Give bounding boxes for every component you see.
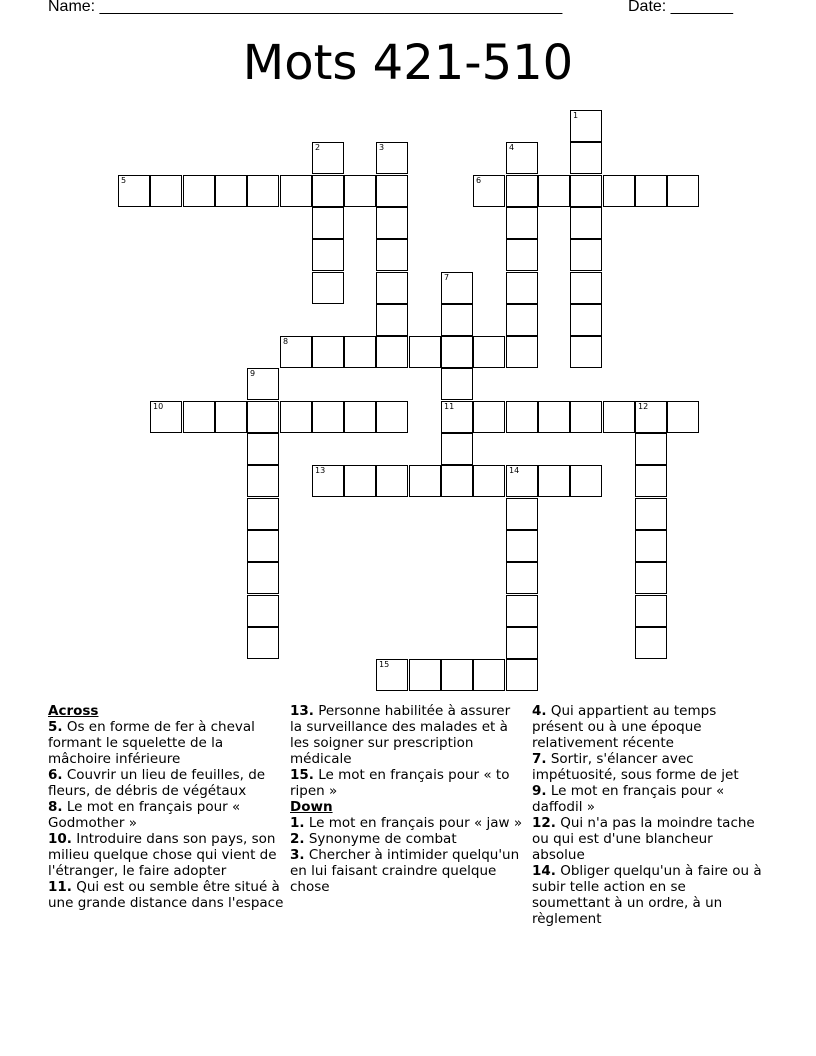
clue-number-label: 11 (444, 402, 455, 411)
grid-cell[interactable] (538, 465, 570, 497)
date-field[interactable]: Date: _______ (628, 0, 733, 15)
grid-cell[interactable] (344, 336, 376, 368)
grid-cell[interactable] (570, 110, 602, 142)
clue-text: Qui appartient au temps présent ou à une époque relativement récente (532, 703, 717, 751)
grid-cell[interactable] (506, 304, 538, 336)
clue-text: Qui est ou semble être situé à une grande distance dans l'espace (48, 879, 284, 911)
clue-number-label: 6 (476, 176, 482, 185)
grid-cell[interactable] (344, 401, 376, 433)
clue-column-2 (290, 703, 526, 895)
grid-cell[interactable] (506, 401, 538, 433)
grid-cell[interactable] (570, 142, 602, 174)
clue-number: 3. (290, 847, 305, 863)
clue-item (532, 751, 768, 783)
grid-cell[interactable] (376, 304, 408, 336)
grid-cell[interactable] (603, 175, 635, 207)
grid-cell[interactable] (312, 465, 344, 497)
grid-cell[interactable] (441, 304, 473, 336)
grid-cell[interactable] (667, 401, 699, 433)
grid-cell[interactable] (247, 530, 279, 562)
clue-number-label: 1 (573, 111, 579, 120)
grid-cell[interactable] (570, 175, 602, 207)
grid-cell[interactable] (570, 336, 602, 368)
grid-cell[interactable] (376, 142, 408, 174)
clue-text: Le mot en français pour « to ripen » (290, 767, 510, 799)
clue-item (290, 767, 526, 799)
clue-number: 5. (48, 719, 63, 735)
grid-cell[interactable] (376, 175, 408, 207)
grid-cell[interactable] (506, 207, 538, 239)
grid-cell[interactable] (247, 562, 279, 594)
grid-cell[interactable] (376, 659, 408, 691)
grid-cell[interactable] (344, 465, 376, 497)
clue-number: 12. (532, 815, 556, 831)
clue-text: Couvrir un lieu de feuilles, de fleurs, de débris de végétaux (48, 767, 266, 799)
clue-number-label: 2 (315, 143, 321, 152)
grid-cell[interactable] (506, 465, 538, 497)
grid-cell[interactable] (409, 336, 441, 368)
clue-number: 1. (290, 815, 305, 831)
grid-cell[interactable] (570, 207, 602, 239)
clue-number-label: 15 (379, 660, 390, 669)
clue-item (290, 703, 526, 767)
clue-item (48, 831, 284, 879)
clue-text: Le mot en français pour « jaw » (304, 815, 523, 831)
grid-cell[interactable] (635, 595, 667, 627)
grid-cell[interactable] (538, 175, 570, 207)
clue-number: 2. (290, 831, 305, 847)
grid-cell[interactable] (506, 627, 538, 659)
grid-cell[interactable] (506, 595, 538, 627)
grid-cell[interactable] (570, 272, 602, 304)
clue-number: 9. (532, 783, 547, 799)
grid-cell[interactable] (441, 336, 473, 368)
grid-cell[interactable] (376, 207, 408, 239)
grid-cell[interactable] (570, 401, 602, 433)
grid-cell[interactable] (603, 401, 635, 433)
grid-cell[interactable] (635, 530, 667, 562)
clue-number-label: 13 (315, 466, 326, 475)
grid-cell[interactable] (473, 465, 505, 497)
clue-item (48, 799, 284, 831)
clue-item (290, 815, 526, 831)
grid-cell[interactable] (376, 336, 408, 368)
clue-section-heading: Down (290, 799, 333, 815)
clue-number-label: 7 (444, 273, 450, 282)
grid-cell[interactable] (441, 272, 473, 304)
grid-cell[interactable] (376, 239, 408, 271)
clue-item (532, 783, 768, 815)
clue-item (532, 863, 768, 927)
grid-cell[interactable] (215, 175, 247, 207)
grid-cell[interactable] (312, 401, 344, 433)
clue-text: Le mot en français pour « daffodil » (532, 783, 725, 815)
grid-cell[interactable] (635, 627, 667, 659)
clue-item (290, 831, 526, 847)
grid-cell[interactable] (280, 175, 312, 207)
grid-cell[interactable] (635, 498, 667, 530)
grid-cell[interactable] (280, 401, 312, 433)
name-field[interactable]: Name: ____________________________________________________ (48, 0, 563, 15)
clue-number-label: 10 (153, 402, 164, 411)
grid-cell[interactable] (506, 498, 538, 530)
clue-text: Qui n'a pas la moindre tache ou qui est d'une blancheur absolue (532, 815, 755, 863)
clue-number-label: 5 (121, 176, 127, 185)
grid-cell[interactable] (247, 498, 279, 530)
grid-cell[interactable] (473, 175, 505, 207)
grid-cell[interactable] (635, 433, 667, 465)
clue-section-heading: Across (48, 703, 99, 719)
grid-cell[interactable] (247, 595, 279, 627)
clue-item (48, 879, 284, 911)
grid-cell[interactable] (473, 401, 505, 433)
grid-cell[interactable] (150, 401, 182, 433)
clue-number-label: 3 (379, 143, 385, 152)
grid-cell[interactable] (344, 175, 376, 207)
grid-cell[interactable] (312, 142, 344, 174)
grid-cell[interactable] (506, 175, 538, 207)
grid-cell[interactable] (183, 175, 215, 207)
clue-number-label: 4 (509, 143, 515, 152)
clue-number-label: 9 (250, 369, 256, 378)
clue-number: 8. (48, 799, 63, 815)
clue-item (48, 767, 284, 799)
grid-cell[interactable] (441, 465, 473, 497)
grid-cell[interactable] (506, 272, 538, 304)
grid-cell[interactable] (247, 433, 279, 465)
clue-number: 6. (48, 767, 63, 783)
clue-text: Obliger quelqu'un à faire ou à subir telle action en se soumettant à un ordre, à un règlement (532, 863, 762, 927)
clue-number-label: 14 (509, 466, 520, 475)
grid-cell[interactable] (376, 401, 408, 433)
grid-cell[interactable] (376, 465, 408, 497)
clue-text: Personne habilitée à assurer la surveillance des malades et à les soigner sur prescription médicale (290, 703, 511, 767)
clue-number-label: 8 (283, 337, 289, 346)
grid-cell[interactable] (635, 465, 667, 497)
grid-cell[interactable] (409, 465, 441, 497)
clue-item (290, 847, 526, 895)
grid-cell[interactable] (506, 659, 538, 691)
grid-cell[interactable] (570, 239, 602, 271)
page-title: Mots 421-510 (242, 35, 574, 91)
clue-number: 11. (48, 879, 72, 895)
grid-cell[interactable] (506, 336, 538, 368)
clue-number: 10. (48, 831, 72, 847)
clue-number: 13. (290, 703, 314, 719)
clue-item (48, 719, 284, 767)
grid-cell[interactable] (506, 530, 538, 562)
grid-cell[interactable] (441, 433, 473, 465)
grid-cell[interactable] (215, 401, 247, 433)
clue-column-1 (48, 703, 284, 911)
grid-cell[interactable] (409, 659, 441, 691)
grid-cell[interactable] (150, 175, 182, 207)
grid-cell[interactable] (183, 401, 215, 433)
grid-cell[interactable] (312, 336, 344, 368)
grid-cell[interactable] (312, 272, 344, 304)
grid-cell[interactable] (441, 401, 473, 433)
clue-text: Introduire dans son pays, son milieu quelque chose qui vient de l'étranger, le faire adopter (48, 831, 277, 879)
grid-cell[interactable] (635, 562, 667, 594)
grid-cell[interactable] (441, 368, 473, 400)
clue-item (532, 815, 768, 863)
grid-cell[interactable] (247, 465, 279, 497)
clue-number-label: 12 (638, 402, 649, 411)
clue-text: Le mot en français pour « Godmother » (48, 799, 241, 831)
clue-number: 4. (532, 703, 547, 719)
grid-cell[interactable] (247, 627, 279, 659)
grid-cell[interactable] (506, 142, 538, 174)
clue-number: 7. (532, 751, 547, 767)
clue-text: Chercher à intimider quelqu'un en lui faisant craindre quelque chose (290, 847, 520, 895)
clue-text: Os en forme de fer à cheval formant le squelette de la mâchoire inférieure (48, 719, 255, 767)
grid-cell[interactable] (538, 401, 570, 433)
grid-cell[interactable] (570, 304, 602, 336)
grid-cell[interactable] (506, 239, 538, 271)
grid-cell[interactable] (247, 401, 279, 433)
grid-cell[interactable] (667, 175, 699, 207)
clue-text: Synonyme de combat (304, 831, 457, 847)
grid-cell[interactable] (376, 272, 408, 304)
grid-cell[interactable] (312, 207, 344, 239)
grid-cell[interactable] (473, 336, 505, 368)
grid-cell[interactable] (118, 175, 150, 207)
grid-cell[interactable] (473, 659, 505, 691)
clue-number: 15. (290, 767, 314, 783)
grid-cell[interactable] (570, 465, 602, 497)
grid-cell[interactable] (312, 239, 344, 271)
clue-item (532, 703, 768, 751)
grid-cell[interactable] (247, 368, 279, 400)
grid-cell[interactable] (441, 659, 473, 691)
clue-number: 14. (532, 863, 556, 879)
clue-text: Sortir, s'élancer avec impétuosité, sous forme de jet (532, 751, 739, 783)
clue-column-3 (532, 703, 768, 927)
grid-cell[interactable] (506, 562, 538, 594)
grid-cell[interactable] (635, 175, 667, 207)
grid-cell[interactable] (280, 336, 312, 368)
grid-cell[interactable] (312, 175, 344, 207)
grid-cell[interactable] (635, 401, 667, 433)
grid-cell[interactable] (247, 175, 279, 207)
